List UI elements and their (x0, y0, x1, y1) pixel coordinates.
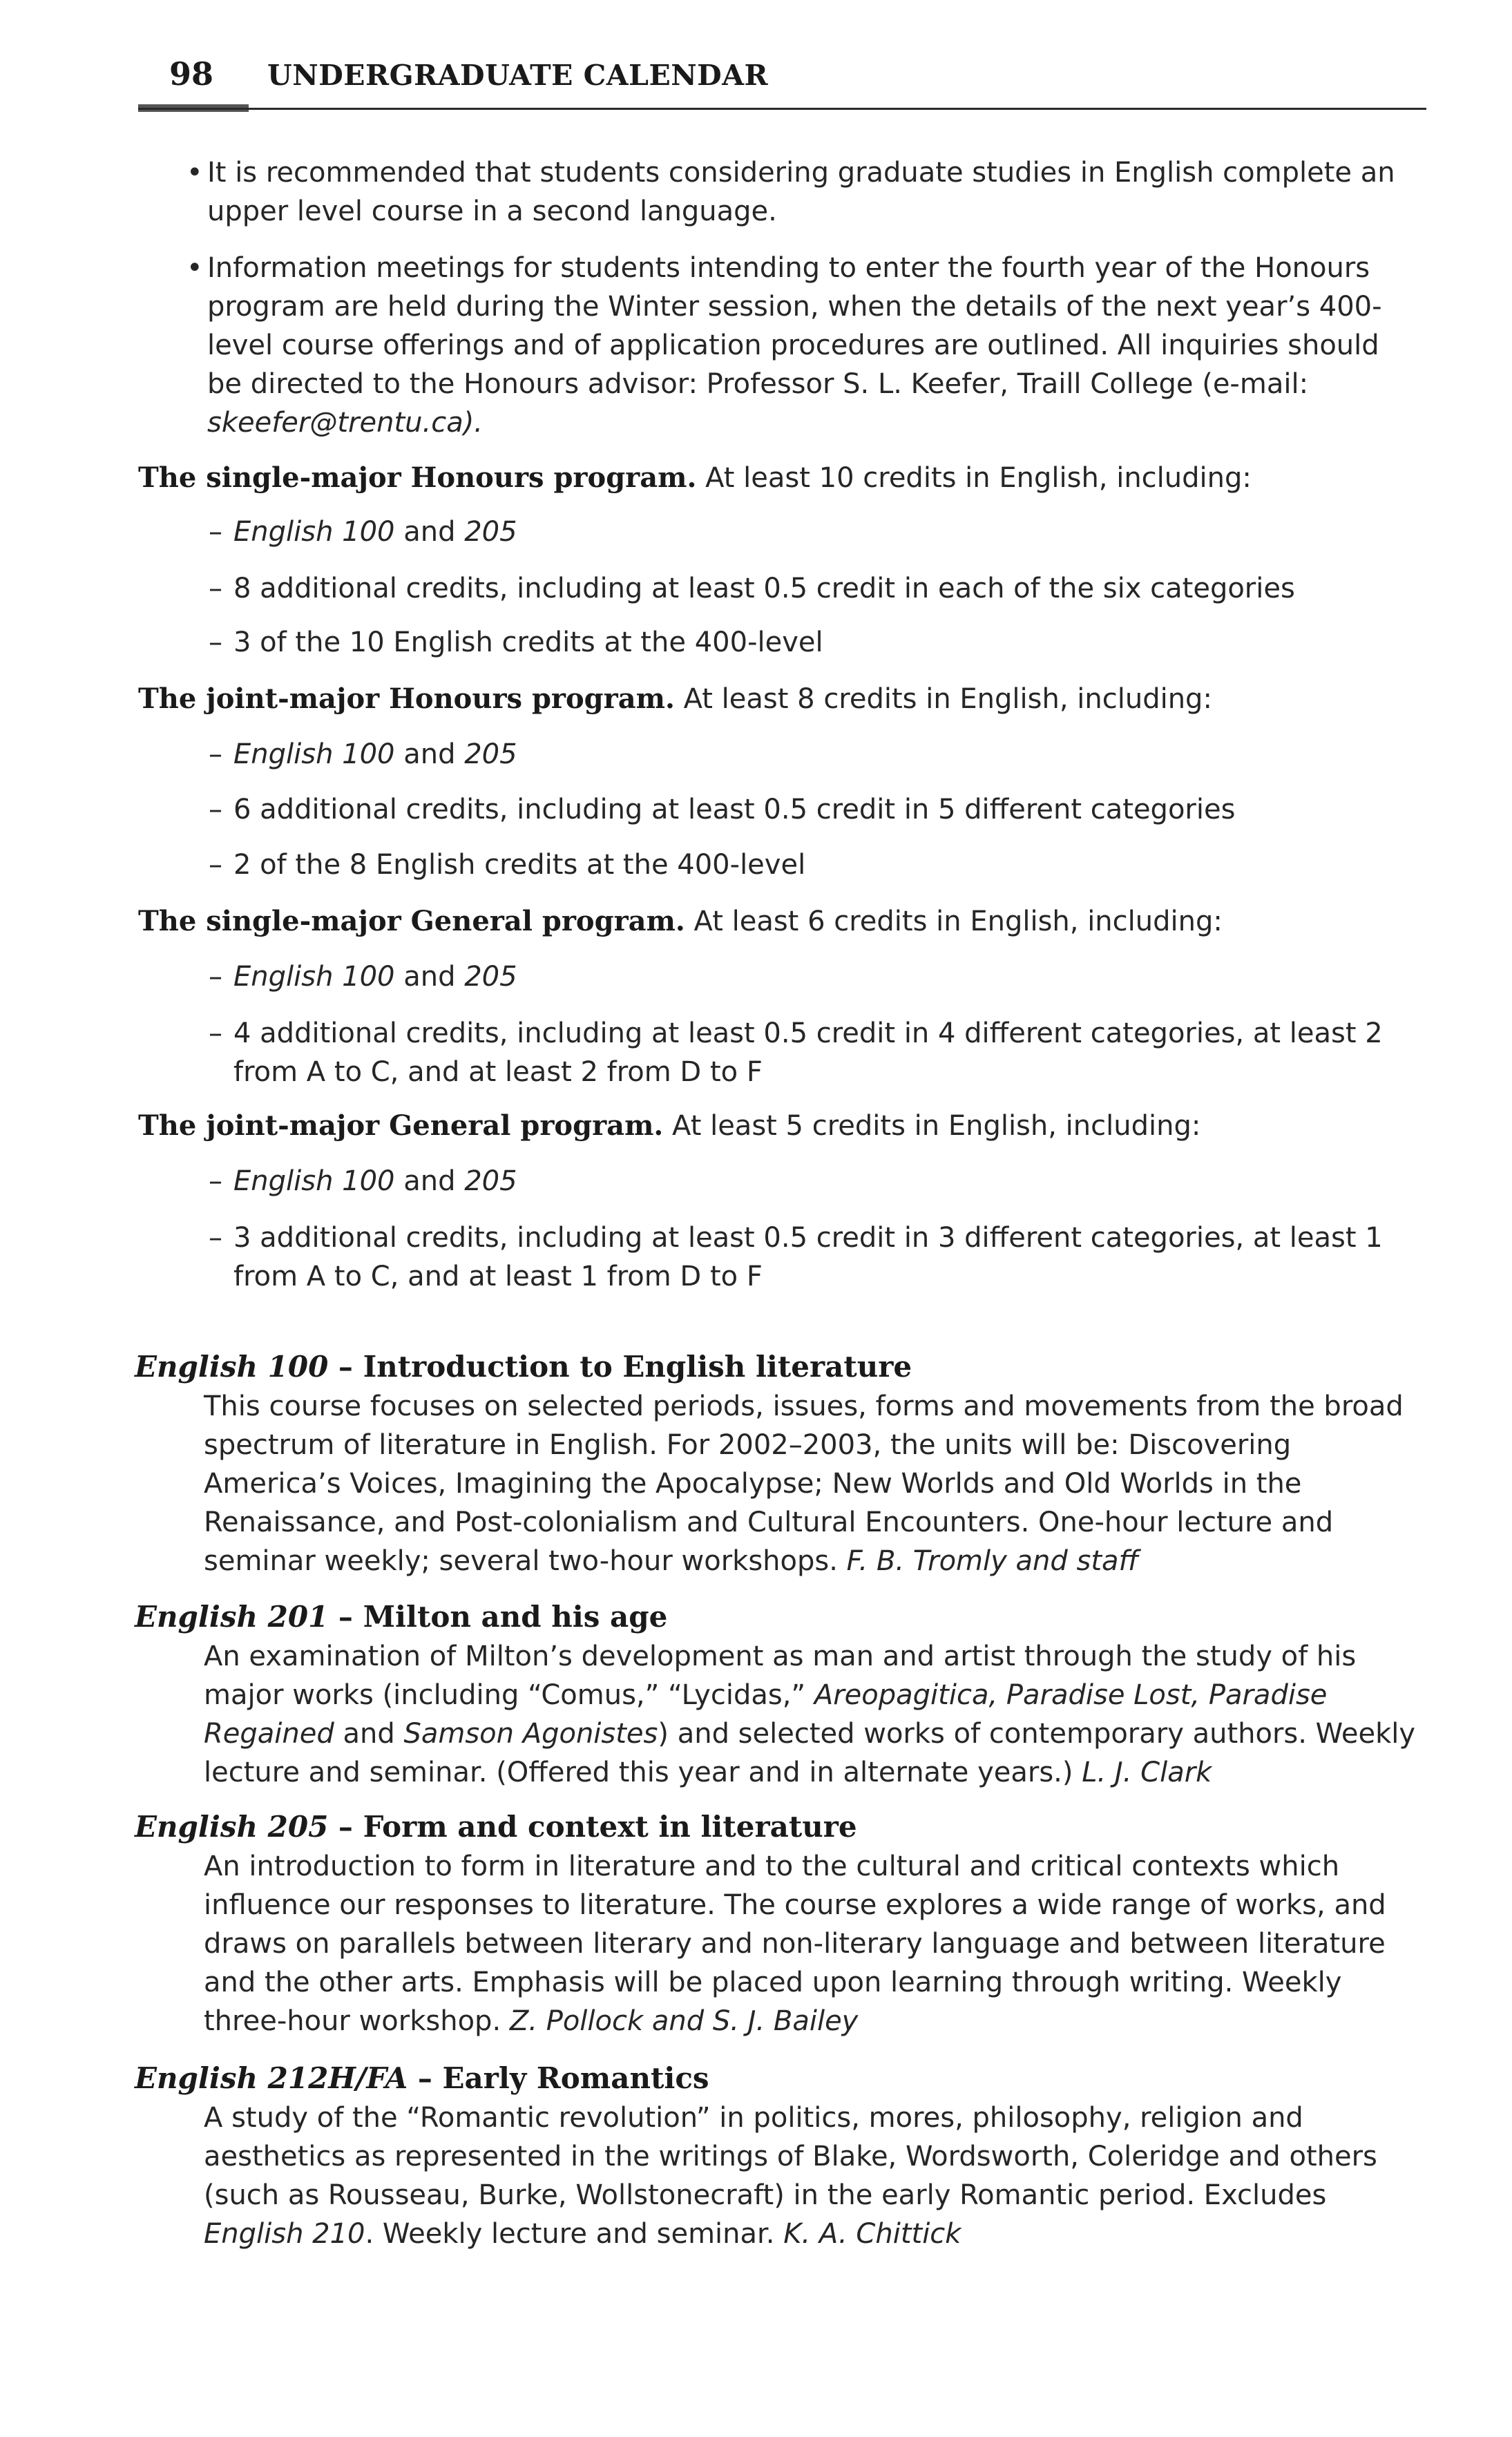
course-ref: English 100 (233, 516, 395, 548)
program-requirement: At least 5 credits in English, including: (663, 1110, 1201, 1142)
course-code: English 212H/FA (135, 2061, 408, 2095)
course-title: English 201 – Milton and his age (135, 1600, 668, 1634)
program-heading (138, 459, 1423, 497)
course-entry (135, 1597, 1433, 1792)
course-ref: English 210 (204, 2218, 365, 2250)
advisor-email: skeefer@trentu.ca). (207, 407, 484, 439)
course-instructor: F. B. Tromly and staff (846, 1545, 1139, 1577)
bullet-dot: • (186, 252, 203, 284)
program-requirement: At least 8 credits in English, including: (674, 683, 1212, 715)
course-code: English 201 (135, 1600, 329, 1634)
course-name: Form and context in literature (363, 1810, 857, 1844)
course-description: An introduction to form in literature and to the cultural and critical contexts which influence our responses to literature. The course explores a wide range of works, and draws on parallels between literary and non-literary language and between literature and the other arts. Emphasis will be placed upon learning through writing. Weekly three-hour workshop. Z. Pollock and S. J. Bailey (204, 1851, 1386, 2037)
running-head (169, 55, 768, 93)
work-title: Samson Agonistes (403, 1718, 658, 1750)
course-name: Introduction to English literature (363, 1350, 912, 1384)
program-requirement: At least 10 credits in English, including: (696, 462, 1252, 494)
course-title: English 205 – Form and context in literature (135, 1810, 857, 1844)
course-entry (135, 1807, 1433, 2041)
bullet-text: Information meetings for students intending to enter the fourth year of the Honours program are held during the Winter session, when the details of the next year’s 400-level course offerings and of application procedures are outlined. All inquiries should be directed to the Honours advisor: Professor S. L. Keefer, Traill College (e-mail: (207, 252, 1382, 400)
course-entry (135, 1347, 1433, 1580)
course-name: Milton and his age (363, 1600, 668, 1634)
course-description: A study of the “Romantic revolution” in politics, mores, philosophy, religion and aesthetics as represented in the writings of Blake, Wordsworth, Coleridge and others (such as Rousseau, Burke, Wollstonecraft) in the early Romantic period. Excludes English 210. Weekly lecture and seminar. K. A. Chittick (204, 2102, 1377, 2250)
course-ref: English 100 (233, 1165, 395, 1197)
course-description: This course focuses on selected periods, issues, forms and movements from the broad spectrum of literature in English. For 2002–2003, the units will be: Discovering America’s Voices, Imagining the Apocalypse; New Worlds and Old Worlds in the Renaissance, and Post-colonialism and Cultural Encounters. One-hour lecture and seminar weekly; several two-hour workshops. F. B. Tromly and staff (204, 1390, 1404, 1577)
bullet-item (186, 249, 1416, 442)
program-heading (138, 680, 1423, 718)
program-heading (138, 902, 1423, 941)
course-ref: English 100 (233, 738, 395, 770)
calendar-page: 98 UNDERGRADUATE CALENDAR • It is recommended that students considering graduate studies in English complete an upper level course in a second language. • Information meetings for students intending to enter the fourth year of the Honours program are held during the Winter session, when the details of the next year’s 400-level course offerings and of application procedures are outlined. All inquiries should be directed to the Honours advisor: Professor S. L. Keefer, Traill College (e-mail: skeefer@trentu.ca). The single-major Honours program. At least 10 credits in English, including: – English 100 and 205 – 8 additional credits, including at least 0.5 credit in each of the six categories – 3 of the 10 English credits at the 400-level The joint-major Honours program. At least 8 credits in English, including: – English 100 and 205 – 6 additional credits, including at least 0.5 credit in 5 different categories – 2 of the 8 English credits at the 400-level The single-major General program. At least 6 credits in English, including: – English 100 and 205 – 4 additional credits, including at least 0.5 credit in 4 different categories, at least 2 from A to C, and at least 2 from D to F The joint-major General program. At least 5 credits in English, including: – English 100 and 205 – 3 additional credits, including at least 0.5 credit in 3 different categories, at least 1 from A to C, and at least 1 from D to F English 100 – Introduction to English literature This course focuses on selected periods, issues, forms and movements from the broad spectrum of literature in English. For 2002–2003, the units will be: Discovering America’s Voices, Imagining the Apocalypse; New Worlds and Old Worlds in the Renaissance, and Post-colonialism and Cultural Encounters. One-hour lecture and seminar weekly; several two-hour workshops. F. B. Tromly and staff English 201 – Milton and his age An examination of Milton’s development as man and artist through the study of his major works (including “Comus,” “Lycidas,” Areopagitica, Paradise Lost, Paradise Regained and Samson Agonistes) and selected works of contemporary authors. Weekly lecture and seminar. (Offered this year and in alternate years.) L. J. Clark English 205 – Form and context in literature An introduction to form in literature and to the cultural and critical contexts which influence our responses to literature. The course explores a wide range of works, and draws on parallels between literary and non-literary language and between literature and the other arts. Emphasis will be placed upon learning through writing. Weekly three-hour workshop. Z. Pollock and S. J. Bailey English 212H/FA – Early Romantics A study of the “Romantic revolution” in politics, mores, philosophy, religion and aesthetics as represented in the writings of Blake, Wordsworth, Coleridge and others (such as Rousseau, Burke, Wollstonecraft) in the early Romantic period. Excludes English 210. Weekly lecture and seminar. K. A. Chittick (0, 0, 1512, 2437)
course-ref: 205 (464, 1165, 517, 1197)
program-name: The joint-major Honours program. (138, 682, 675, 715)
course-code: English 100 (135, 1350, 329, 1384)
bullet-dot: • (186, 157, 203, 189)
program-name: The single-major General program. (138, 905, 685, 937)
course-instructor: K. A. Chittick (783, 2218, 961, 2250)
bullet-item (186, 153, 1416, 231)
course-instructor: Z. Pollock and S. J. Bailey (509, 2005, 859, 2037)
course-ref: English 100 (233, 961, 395, 993)
program-requirement: At least 6 credits in English, including: (685, 906, 1223, 937)
bullet-text: It is recommended that students considering graduate studies in English complete an upper level course in a second language. (207, 157, 1395, 227)
course-ref: 205 (464, 516, 517, 548)
course-name: Early Romantics (442, 2061, 709, 2095)
page-number: 98 (169, 55, 214, 93)
course-description: An examination of Milton’s development as man and artist through the study of his major works (including “Comus,” “Lycidas,” Areopagitica, Paradise Lost, Paradise Regained and Samson Agonistes) and selected works of contemporary authors. Weekly lecture and seminar. (Offered this year and in alternate years.) L. J. Clark (204, 1641, 1416, 1788)
course-title: English 212H/FA – Early Romantics (135, 2061, 709, 2095)
course-instructor: L. J. Clark (1082, 1757, 1212, 1788)
course-entry (135, 2058, 1433, 2253)
program-name: The single-major Honours program. (138, 461, 697, 494)
program-heading (138, 1107, 1423, 1145)
header-rule (138, 108, 1426, 110)
work-titles: Areopagitica, Paradise Lost, Paradise Regained (204, 1679, 1328, 1750)
course-ref: 205 (464, 961, 517, 993)
running-title: UNDERGRADUATE CALENDAR (267, 59, 769, 92)
course-title: English 100 – Introduction to English literature (135, 1350, 912, 1384)
course-ref: 205 (464, 738, 517, 770)
program-name: The joint-major General program. (138, 1109, 664, 1142)
course-code: English 205 (135, 1810, 329, 1844)
